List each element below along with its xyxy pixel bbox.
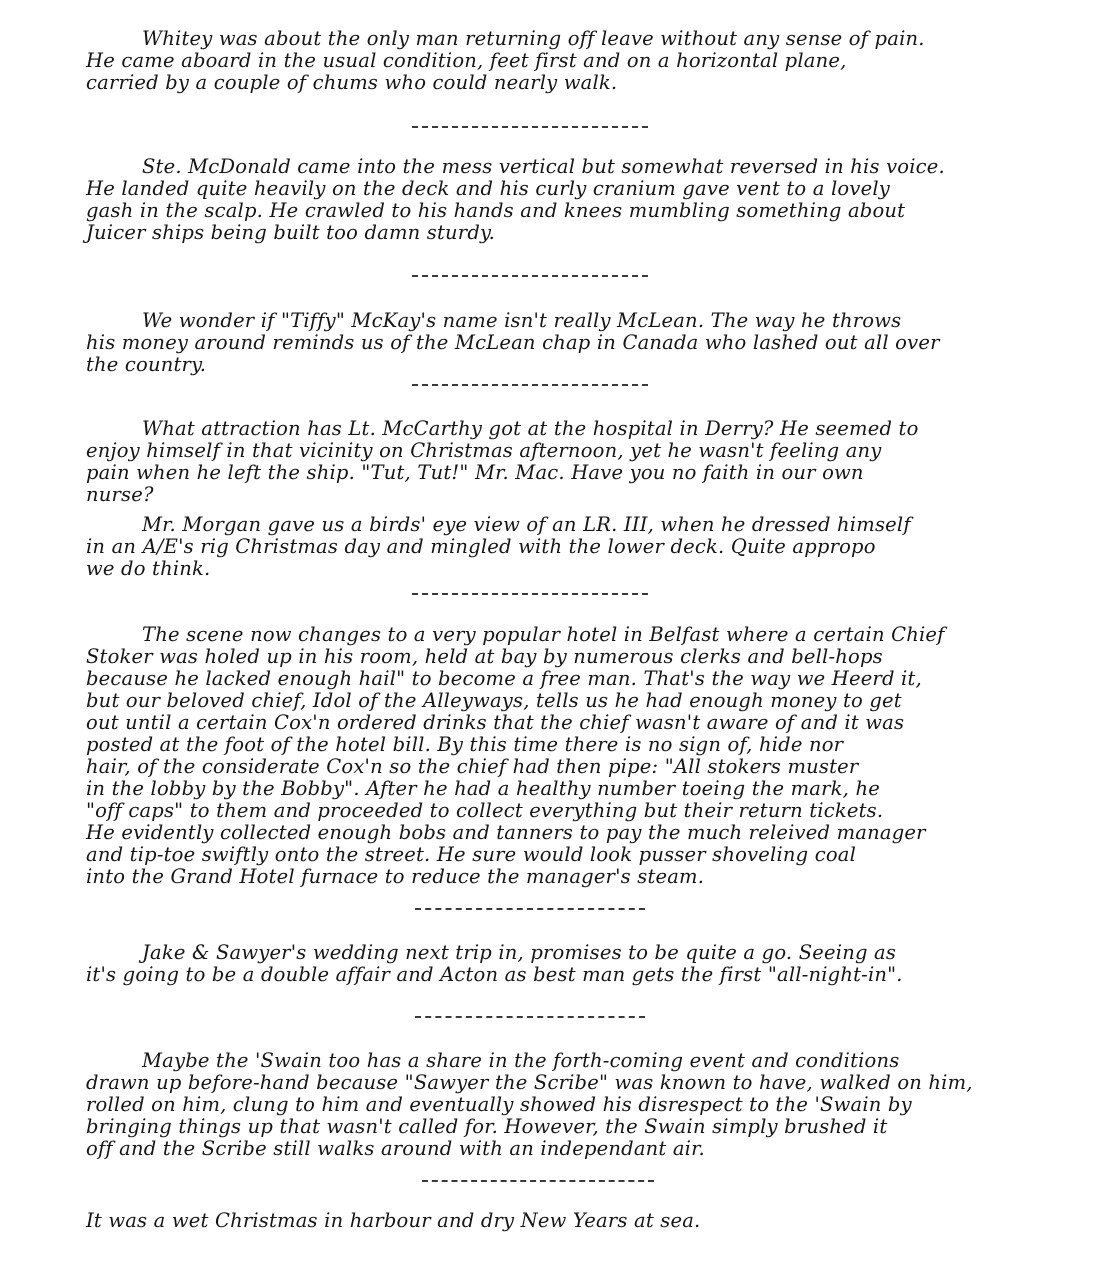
text-line: "off caps" to them and proceeded to collect everything but their return tickets.: [86, 799, 884, 822]
text-line: off and the Scribe still walks around with an independant air.: [86, 1137, 705, 1160]
text-line: Mr. Morgan gave us a birds' eye view of an LR. III, when he dressed himself: [142, 513, 911, 536]
text-line: enjoy himself in that vicinity on Christmas afternoon, yet he wasn't feeling any: [86, 439, 882, 462]
text-line: the country.: [86, 353, 207, 376]
text-line: posted at the foot of the hotel bill. By this time there is no sign of, hide nor: [86, 733, 844, 756]
paragraph-closing-line: [86, 1210, 986, 1232]
paragraph-swain: [86, 1050, 986, 1160]
text-line: drawn up before-hand because "Sawyer the Scribe" was known to have, walked on him,: [86, 1071, 973, 1094]
paragraph-mccarthy: [86, 418, 986, 506]
section-separator: [412, 384, 648, 386]
text-line: We wonder if "Tiffy" McKay's name isn't really McLean. The way he throws: [142, 309, 902, 332]
text-line: Maybe the 'Swain too has a share in the forth-coming event and conditions: [142, 1049, 900, 1072]
text-line: carried by a couple of chums who could nearly walk.: [86, 71, 618, 94]
text-line: What attraction has Lt. McCarthy got at the hospital in Derry? He seemed to: [142, 417, 919, 440]
text-line: He came aboard in the usual condition, feet first and on a horizontal plane,: [86, 49, 847, 72]
text-line: Juicer ships being built too damn sturdy.: [86, 221, 496, 244]
text-line: in an A/E's rig Christmas day and mingled with the lower deck. Quite appropo: [86, 535, 876, 558]
paragraph-mcdonald: [86, 156, 986, 244]
section-separator: [412, 593, 648, 595]
text-line: pain when he left the ship. "Tut, Tut!" Mr. Mac. Have you no faith in our own: [86, 461, 864, 484]
paragraph-jake-sawyer-wedding: [86, 942, 986, 986]
text-line: and tip-toe swiftly onto the street. He sure would look pusser shoveling coal: [86, 843, 857, 866]
section-separator: [415, 1016, 645, 1018]
text-line: He evidently collected enough bobs and tanners to pay the much releived manager: [86, 821, 926, 844]
text-line: bringing things up that wasn't called for. However, the Swain simply brushed it: [86, 1115, 888, 1138]
text-line: Whitey was about the only man returning off leave without any sense of pain.: [142, 27, 925, 50]
paragraph-whitey: [86, 28, 986, 94]
text-line: Stoker was holed up in his room, held at bay by numerous clerks and bell-hops: [86, 645, 883, 668]
text-line: it's going to be a double affair and Acton as best man gets the first "all-night-in".: [86, 963, 903, 986]
section-separator: [412, 275, 648, 277]
text-line: The scene now changes to a very popular hotel in Belfast where a certain Chief: [142, 623, 945, 646]
paragraph-morgan: [86, 514, 986, 580]
text-line: out until a certain Cox'n ordered drinks that the chief wasn't aware of and it was: [86, 711, 905, 734]
paragraph-tiffy-mckay: [86, 310, 986, 376]
text-line: but our beloved chief, Idol of the Alleyways, tells us he had enough money to get: [86, 689, 902, 712]
text-line: we do think.: [86, 557, 211, 580]
text-line: rolled on him, clung to him and eventually showed his disrespect to the 'Swain by: [86, 1093, 912, 1116]
text-line: his money around reminds us of the McLean chap in Canada who lashed out all over: [86, 331, 940, 354]
text-line: gash in the scalp. He crawled to his hands and knees mumbling something about: [86, 199, 906, 222]
text-line: nurse?: [86, 483, 154, 506]
section-separator: [415, 908, 645, 910]
text-line: He landed quite heavily on the deck and his curly cranium gave vent to a lovely: [86, 177, 890, 200]
section-separator: [412, 126, 648, 128]
text-line: It was a wet Christmas in harbour and dry New Years at sea.: [86, 1209, 701, 1232]
text-line: Ste. McDonald came into the mess vertical but somewhat reversed in his voice.: [142, 155, 945, 178]
section-separator: [422, 1180, 654, 1182]
text-line: because he lacked enough hail" to become a free man. That's the way we Heerd it,: [86, 667, 922, 690]
text-line: hair, of the considerate Cox'n so the chief had then pipe: "All stokers muster: [86, 755, 859, 778]
paragraph-belfast-hotel: [86, 624, 986, 888]
text-line: Jake & Sawyer's wedding next trip in, promises to be quite a go. Seeing as: [142, 941, 897, 964]
text-line: into the Grand Hotel furnace to reduce the manager's steam.: [86, 865, 705, 888]
text-line: in the lobby by the Bobby". After he had a healthy number toeing the mark, he: [86, 777, 880, 800]
